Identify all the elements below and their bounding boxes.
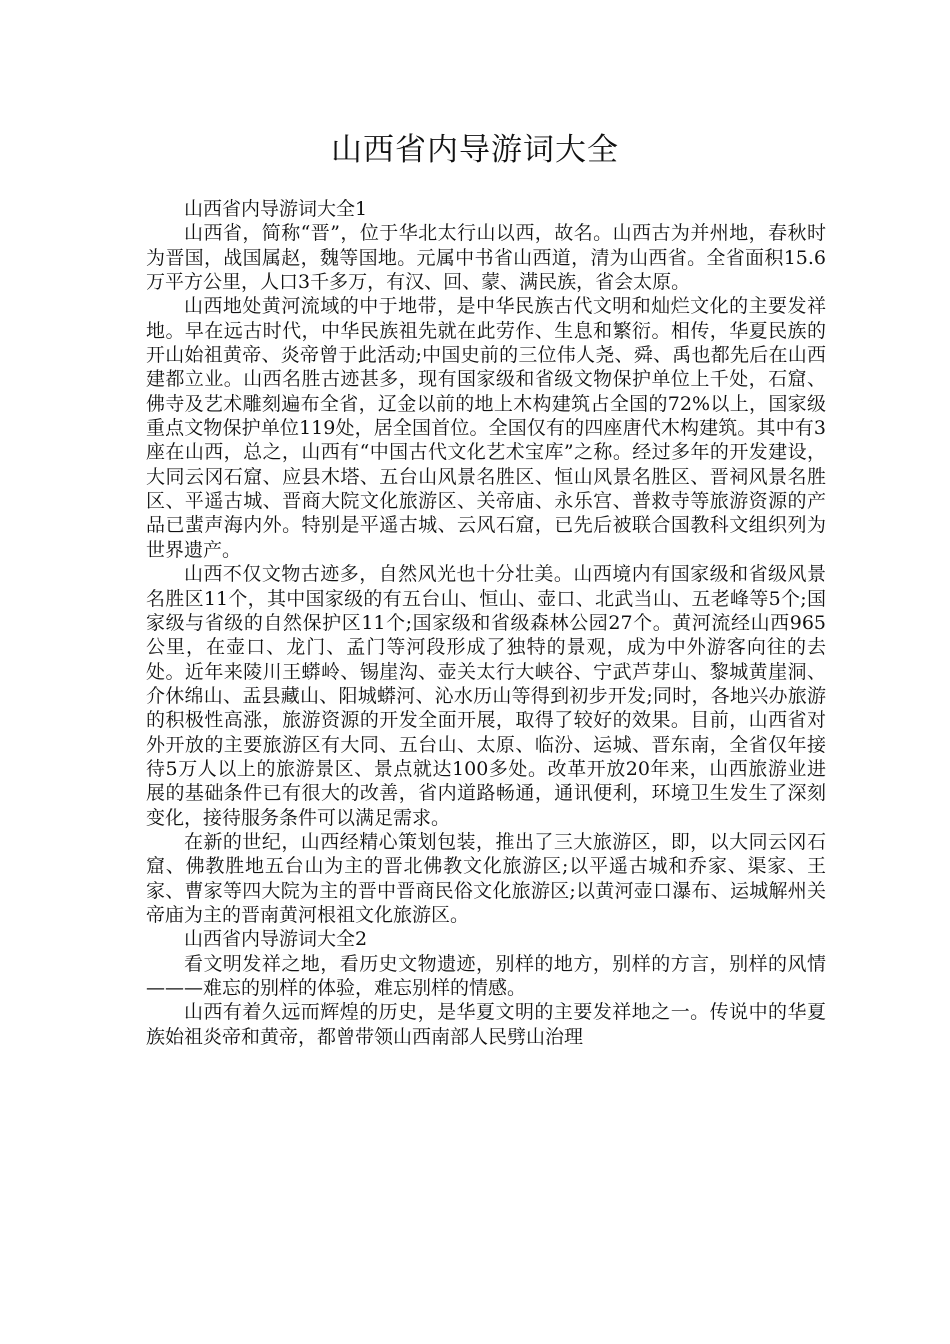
paragraph: 山西不仅文物古迹多，自然风光也十分壮美。山西境内有国家级和省级风景名胜区11个，其中国家级的有五台山、恒山、壶口、北武当山、五老峰等5个;国家级与省级的自然保护区11个;国家级和省级森林公园27个。黄河流经山西965公里，在壶口、龙门、孟门等河段形成了独特的景观，成为中外游客向往的去处。近年来陵川王蟒岭、锡崖沟、壶关太行大峡谷、宁武芦芽山、黎城黄崖洞、介休绵山、盂县藏山、阳城蟒河、沁水历山等得到初步开发;同时，各地兴办旅游的积极性高涨，旅游资源的开发全面开展，取得了较好的效果。目前，山西省对外开放的主要旅游区有大同、五台山、太原、临汾、运城、晋东南，全省仅年接待5万人以上的旅游景区、景点就达100多处。改革开放20年来，山西旅游业进展的基础条件已有很大的改善，省内道路畅通，通讯便利，环境卫生发生了深刻变化，接待服务条件可以满足需求。 [146, 563, 826, 829]
paragraph: 山西省，简称“晋”，位于华北太行山以西，故名。山西古为并州地，春秋时为晋国，战国属赵，魏等国地。元属中书省山西道，清为山西省。全省面积15.6万平方公里，人口3千多万，有汉、回、蒙、满民族，省会太原。 [146, 222, 826, 294]
section-heading-1: 山西省内导游词大全1 [184, 198, 368, 220]
paragraph: 山西地处黄河流域的中于地带，是中华民族古代文明和灿烂文化的主要发祥地。早在远古时代，中华民族祖先就在此劳作、生息和繁衍。相传，华夏民族的开山始祖黄帝、炎帝曾于此活动;中国史前的三位伟人尧、舜、禹也都先后在山西建都立业。山西名胜古迹甚多，现有国家级和省级文物保护单位上千处，石窟、佛寺及艺术雕刻遍布全省，辽金以前的地上木构建筑占全国的72%以上，国家级重点文物保护单位119处，居全国首位。全国仅有的四座唐代木构建筑。其中有3座在山西，总之，山西有“中国古代文化艺术宝库”之称。经过多年的开发建设，大同云冈石窟、应县木塔、五台山风景名胜区、恒山风景名胜区、晋祠风景名胜区、平遥古城、晋商大院文化旅游区、关帝庙、永乐宫、普救寺等旅游资源的产品已蜚声海内外。特别是平遥古城、云风石窟，已先后被联合国教科文组织列为世界遗产。 [146, 295, 826, 561]
paragraph: 山西有着久远而辉煌的历史，是华夏文明的主要发祥地之一。传说中的华夏族始祖炎帝和黄帝，都曾带领山西南部人民劈山治理 [146, 1001, 826, 1048]
paragraph: 看文明发祥之地，看历史文物遗迹，别样的地方，别样的方言，别样的风情———难忘的别样的体验，难忘别样的情感。 [146, 952, 826, 999]
paragraph: 在新的世纪，山西经精心策划包装，推出了三大旅游区，即，以大同云冈石窟、佛教胜地五台山为主的晋北佛教文化旅游区;以平遥古城和乔家、渠家、王家、曹家等四大院为主的晋中晋商民俗文化旅游区;以黄河壶口瀑布、运城解州关帝庙为主的晋南黄河根祖文化旅游区。 [146, 830, 826, 926]
section-heading-2: 山西省内导游词大全2 [184, 928, 368, 951]
document-title: 山西省内导游词大全 [331, 132, 619, 168]
document-body [146, 197, 826, 1049]
